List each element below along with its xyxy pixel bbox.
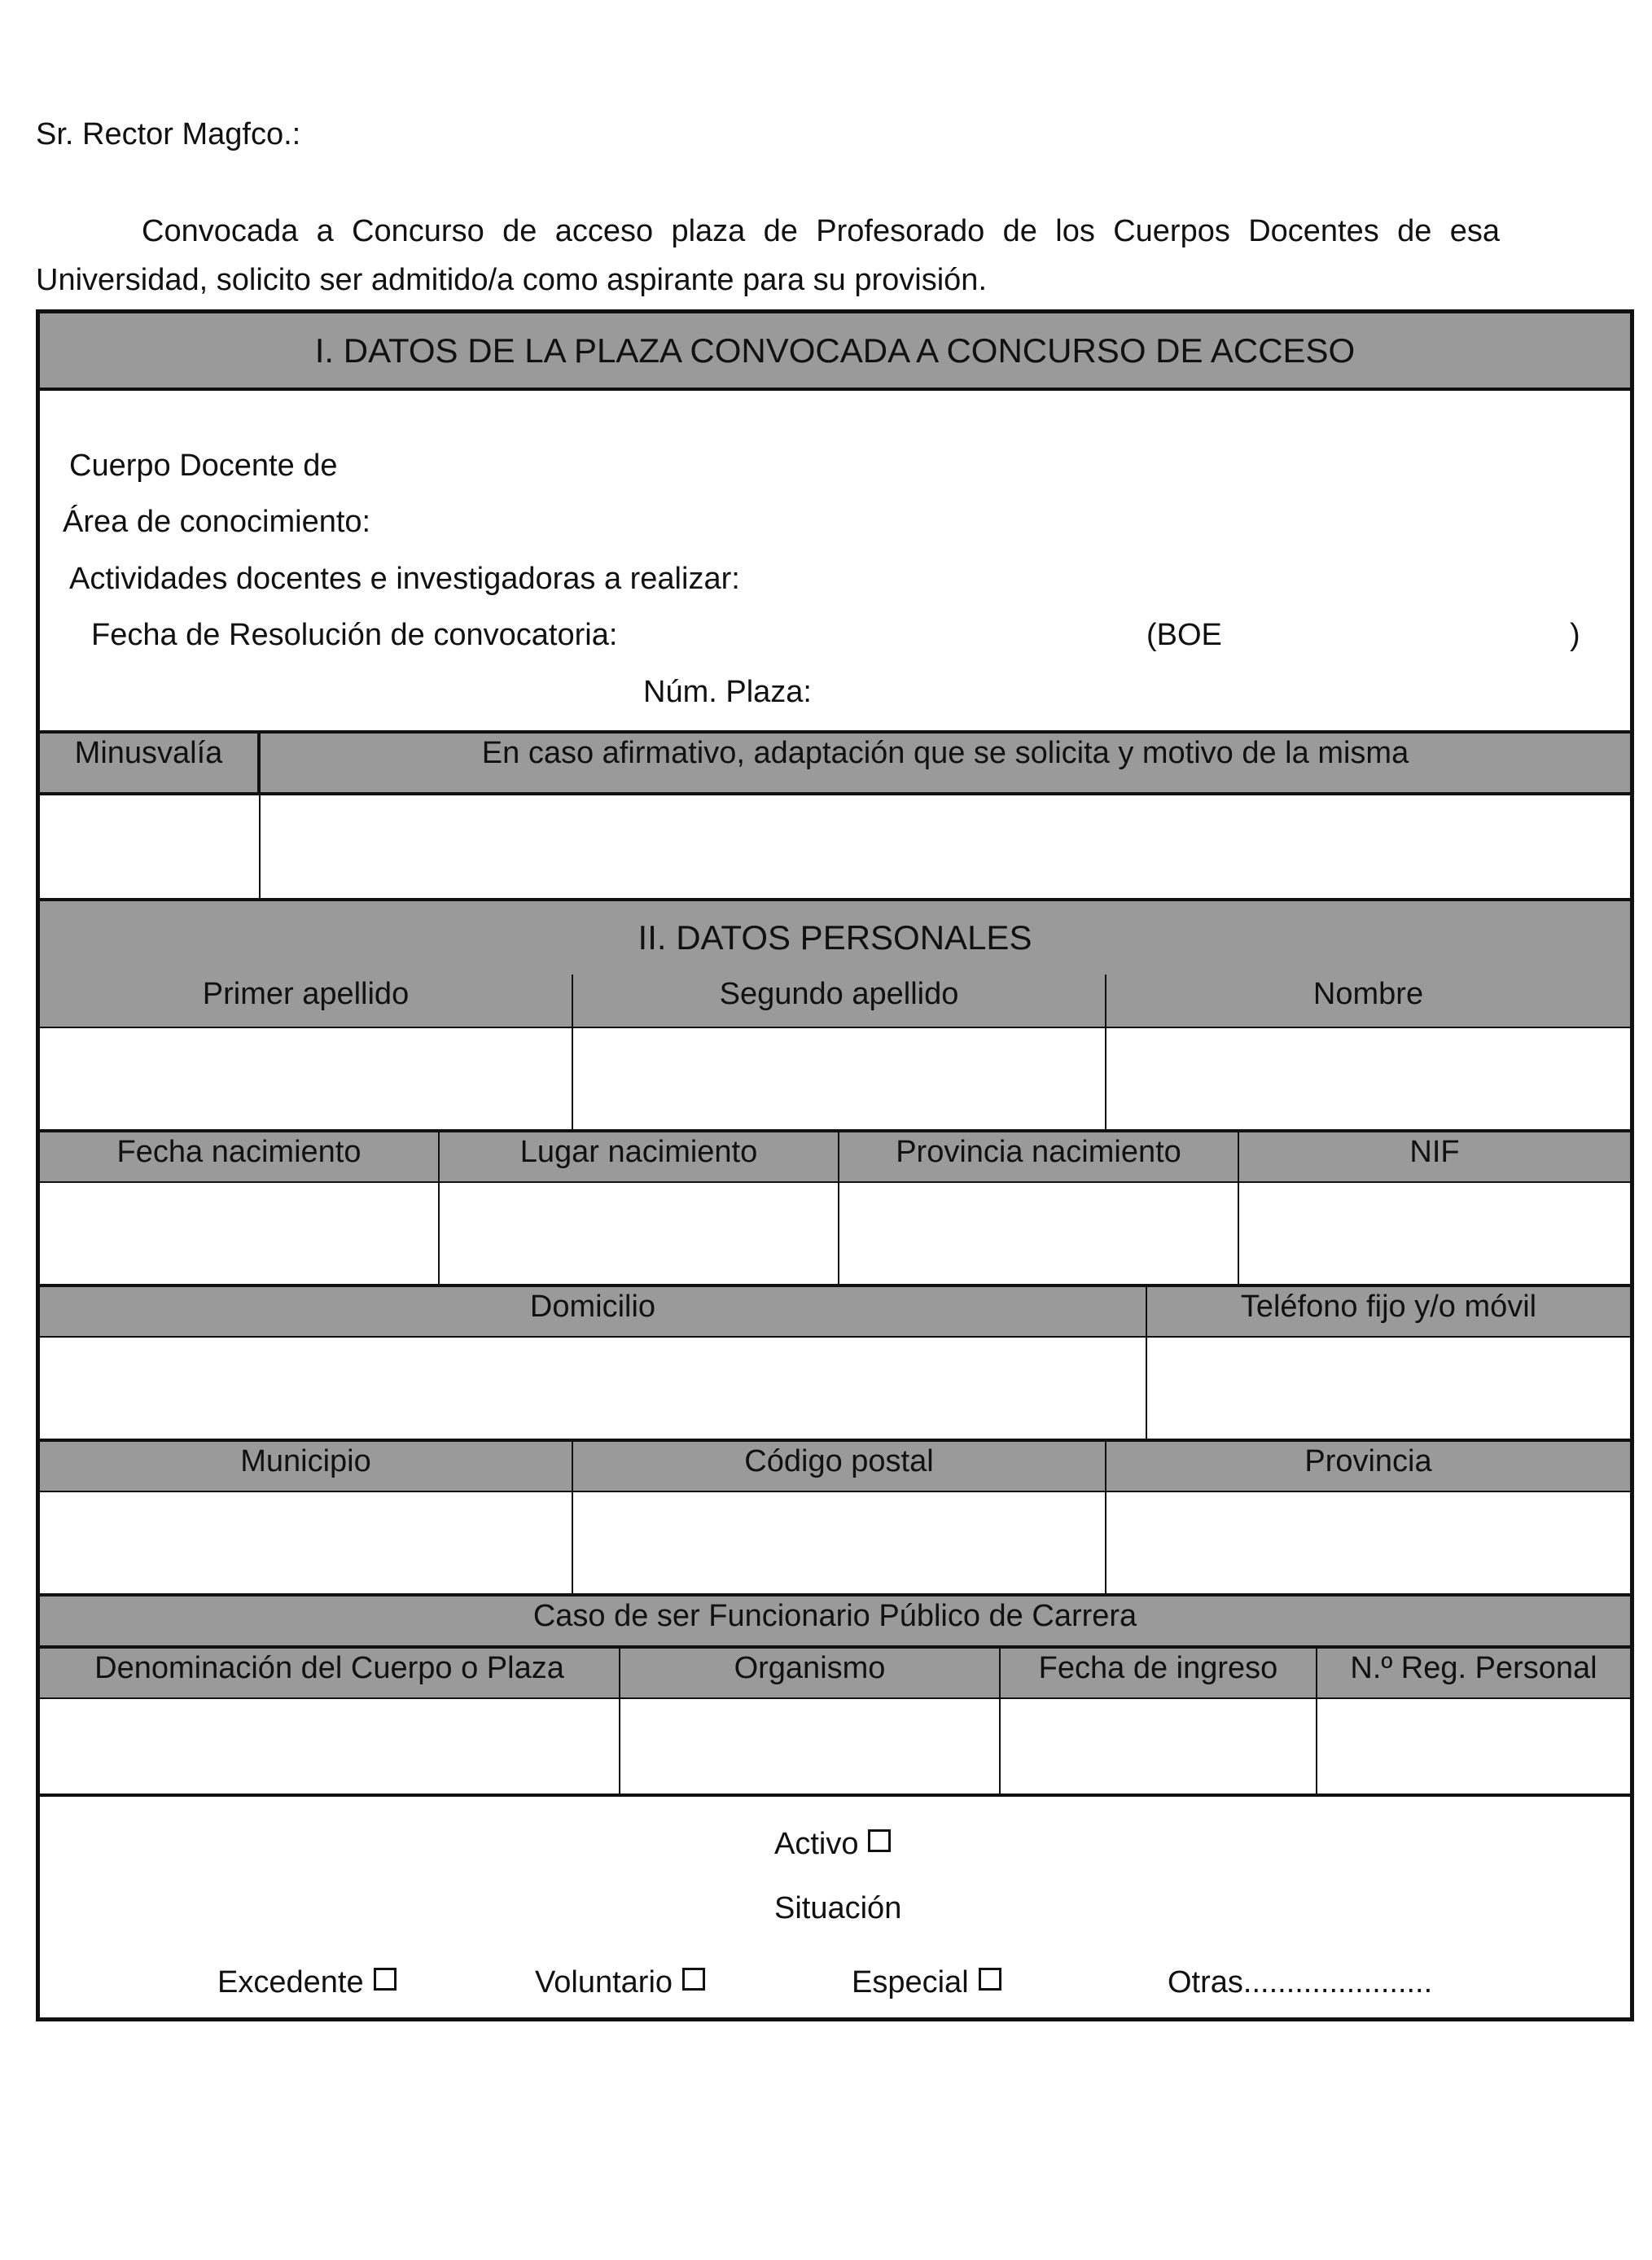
reg-personal-field[interactable] [1317, 1699, 1630, 1794]
primer-apellido-label: Primer apellido [40, 975, 573, 1027]
fecha-nacimiento-field[interactable] [40, 1183, 440, 1284]
codigo-postal-field[interactable] [573, 1492, 1106, 1593]
address-input-row [40, 1338, 1630, 1439]
voluntario-checkbox[interactable] [682, 1968, 705, 1991]
lugar-nacimiento-field[interactable] [440, 1183, 839, 1284]
domicilio-label: Domicilio [40, 1287, 1147, 1336]
boe-close-label: ) [1570, 618, 1580, 652]
voluntario-label: Voluntario [535, 1965, 673, 1999]
locality-header-row [40, 1439, 1630, 1492]
adaptacion-field[interactable] [261, 795, 1630, 898]
fecha-resolucion-label: Fecha de Resolución de convocatoria: [91, 618, 618, 652]
names-header-row [40, 975, 1630, 1028]
num-plaza-label: Núm. Plaza: [643, 675, 812, 709]
segundo-apellido-field[interactable] [573, 1028, 1106, 1129]
fecha-ingreso-label: Fecha de ingreso [1001, 1649, 1317, 1697]
section-1-title: I. DATOS DE LA PLAZA CONVOCADA A CONCURSO DE ACCESO [314, 331, 1356, 370]
nif-field[interactable] [1239, 1183, 1630, 1284]
section-2-header [40, 898, 1630, 978]
funcionario-title: Caso de ser Funcionario Público de Carrera [532, 1599, 1137, 1633]
salutation: Sr. Rector Magfco.: [36, 117, 301, 151]
locality-input-row [40, 1492, 1630, 1593]
reg-personal-label: N.º Reg. Personal [1350, 1651, 1597, 1685]
fecha-nacimiento-label: Fecha nacimiento [40, 1132, 440, 1181]
activo-label: Activo [774, 1827, 859, 1861]
minusvalia-field[interactable] [40, 795, 261, 898]
activo-option[interactable] [774, 1826, 891, 1862]
telefono-field[interactable] [1147, 1338, 1630, 1439]
codigo-postal-label: Código postal [573, 1442, 1106, 1491]
denominacion-field[interactable] [40, 1699, 620, 1794]
denominacion-label: Denominación del Cuerpo o Plaza [40, 1649, 620, 1697]
provincia-nacimiento-label: Provincia nacimiento [839, 1132, 1239, 1181]
nombre-label: Nombre [1312, 977, 1424, 1011]
especial-label: Especial [852, 1965, 969, 1999]
provincia-field[interactable] [1106, 1492, 1630, 1593]
funcionario-title-row [40, 1593, 1630, 1647]
birth-input-row [40, 1183, 1630, 1284]
provincia-nacimiento-field[interactable] [839, 1183, 1239, 1284]
section-1-header [40, 313, 1630, 391]
nombre-field[interactable] [1106, 1028, 1630, 1129]
minusvalia-label: Minusvalía [40, 734, 261, 792]
especial-option[interactable] [852, 1964, 1001, 2000]
address-header-row [40, 1284, 1630, 1338]
names-input-row [40, 1028, 1630, 1129]
municipio-label: Municipio [40, 1442, 573, 1491]
excedente-checkbox[interactable] [374, 1968, 397, 1991]
voluntario-option[interactable] [535, 1964, 705, 2000]
primer-apellido-field[interactable] [40, 1028, 573, 1129]
especial-checkbox[interactable] [979, 1968, 1001, 1991]
telefono-label: Teléfono fijo y/o móvil [1240, 1290, 1537, 1324]
situacion-label: Situación [774, 1891, 902, 1925]
actividades-label: Actividades docentes e investigadoras a realizar: [69, 562, 740, 596]
application-form [36, 309, 1634, 2021]
area-conocimiento-label: Área de conocimiento: [63, 505, 371, 539]
cuerpo-docente-label: Cuerpo Docente de [69, 449, 338, 483]
segundo-apellido-label: Segundo apellido [573, 975, 1106, 1027]
otras-field[interactable]: Otras...................... [1168, 1965, 1433, 1999]
provincia-label: Provincia [1304, 1444, 1432, 1478]
fecha-ingreso-field[interactable] [1001, 1699, 1317, 1794]
excedente-label: Excedente [217, 1965, 364, 1999]
minusvalia-header-row [40, 730, 1630, 795]
adaptacion-label: En caso afirmativo, adaptación que se solicita y motivo de la misma [481, 736, 1409, 770]
activo-checkbox[interactable] [868, 1829, 891, 1852]
birth-header-row [40, 1129, 1630, 1183]
lugar-nacimiento-label: Lugar nacimiento [440, 1132, 839, 1181]
situation-block [40, 1794, 1630, 2017]
organismo-label: Organismo [620, 1649, 1001, 1697]
minusvalia-input-row [40, 795, 1630, 898]
nif-label: NIF [1409, 1135, 1460, 1169]
organismo-field[interactable] [620, 1699, 1001, 1794]
intro-paragraph: Convocada a Concurso de acceso plaza de Profesorado de los Cuerpos Docentes de esa Universidad, solicito ser admitido/a como aspirante para su provisión. [36, 214, 1500, 297]
domicilio-field[interactable] [40, 1338, 1147, 1439]
funcionario-input-row [40, 1699, 1630, 1794]
funcionario-header-row [40, 1647, 1630, 1699]
excedente-option[interactable] [217, 1964, 397, 2000]
municipio-field[interactable] [40, 1492, 573, 1593]
boe-open-label: (BOE [1146, 618, 1222, 652]
section-2-title: II. DATOS PERSONALES [638, 918, 1032, 957]
